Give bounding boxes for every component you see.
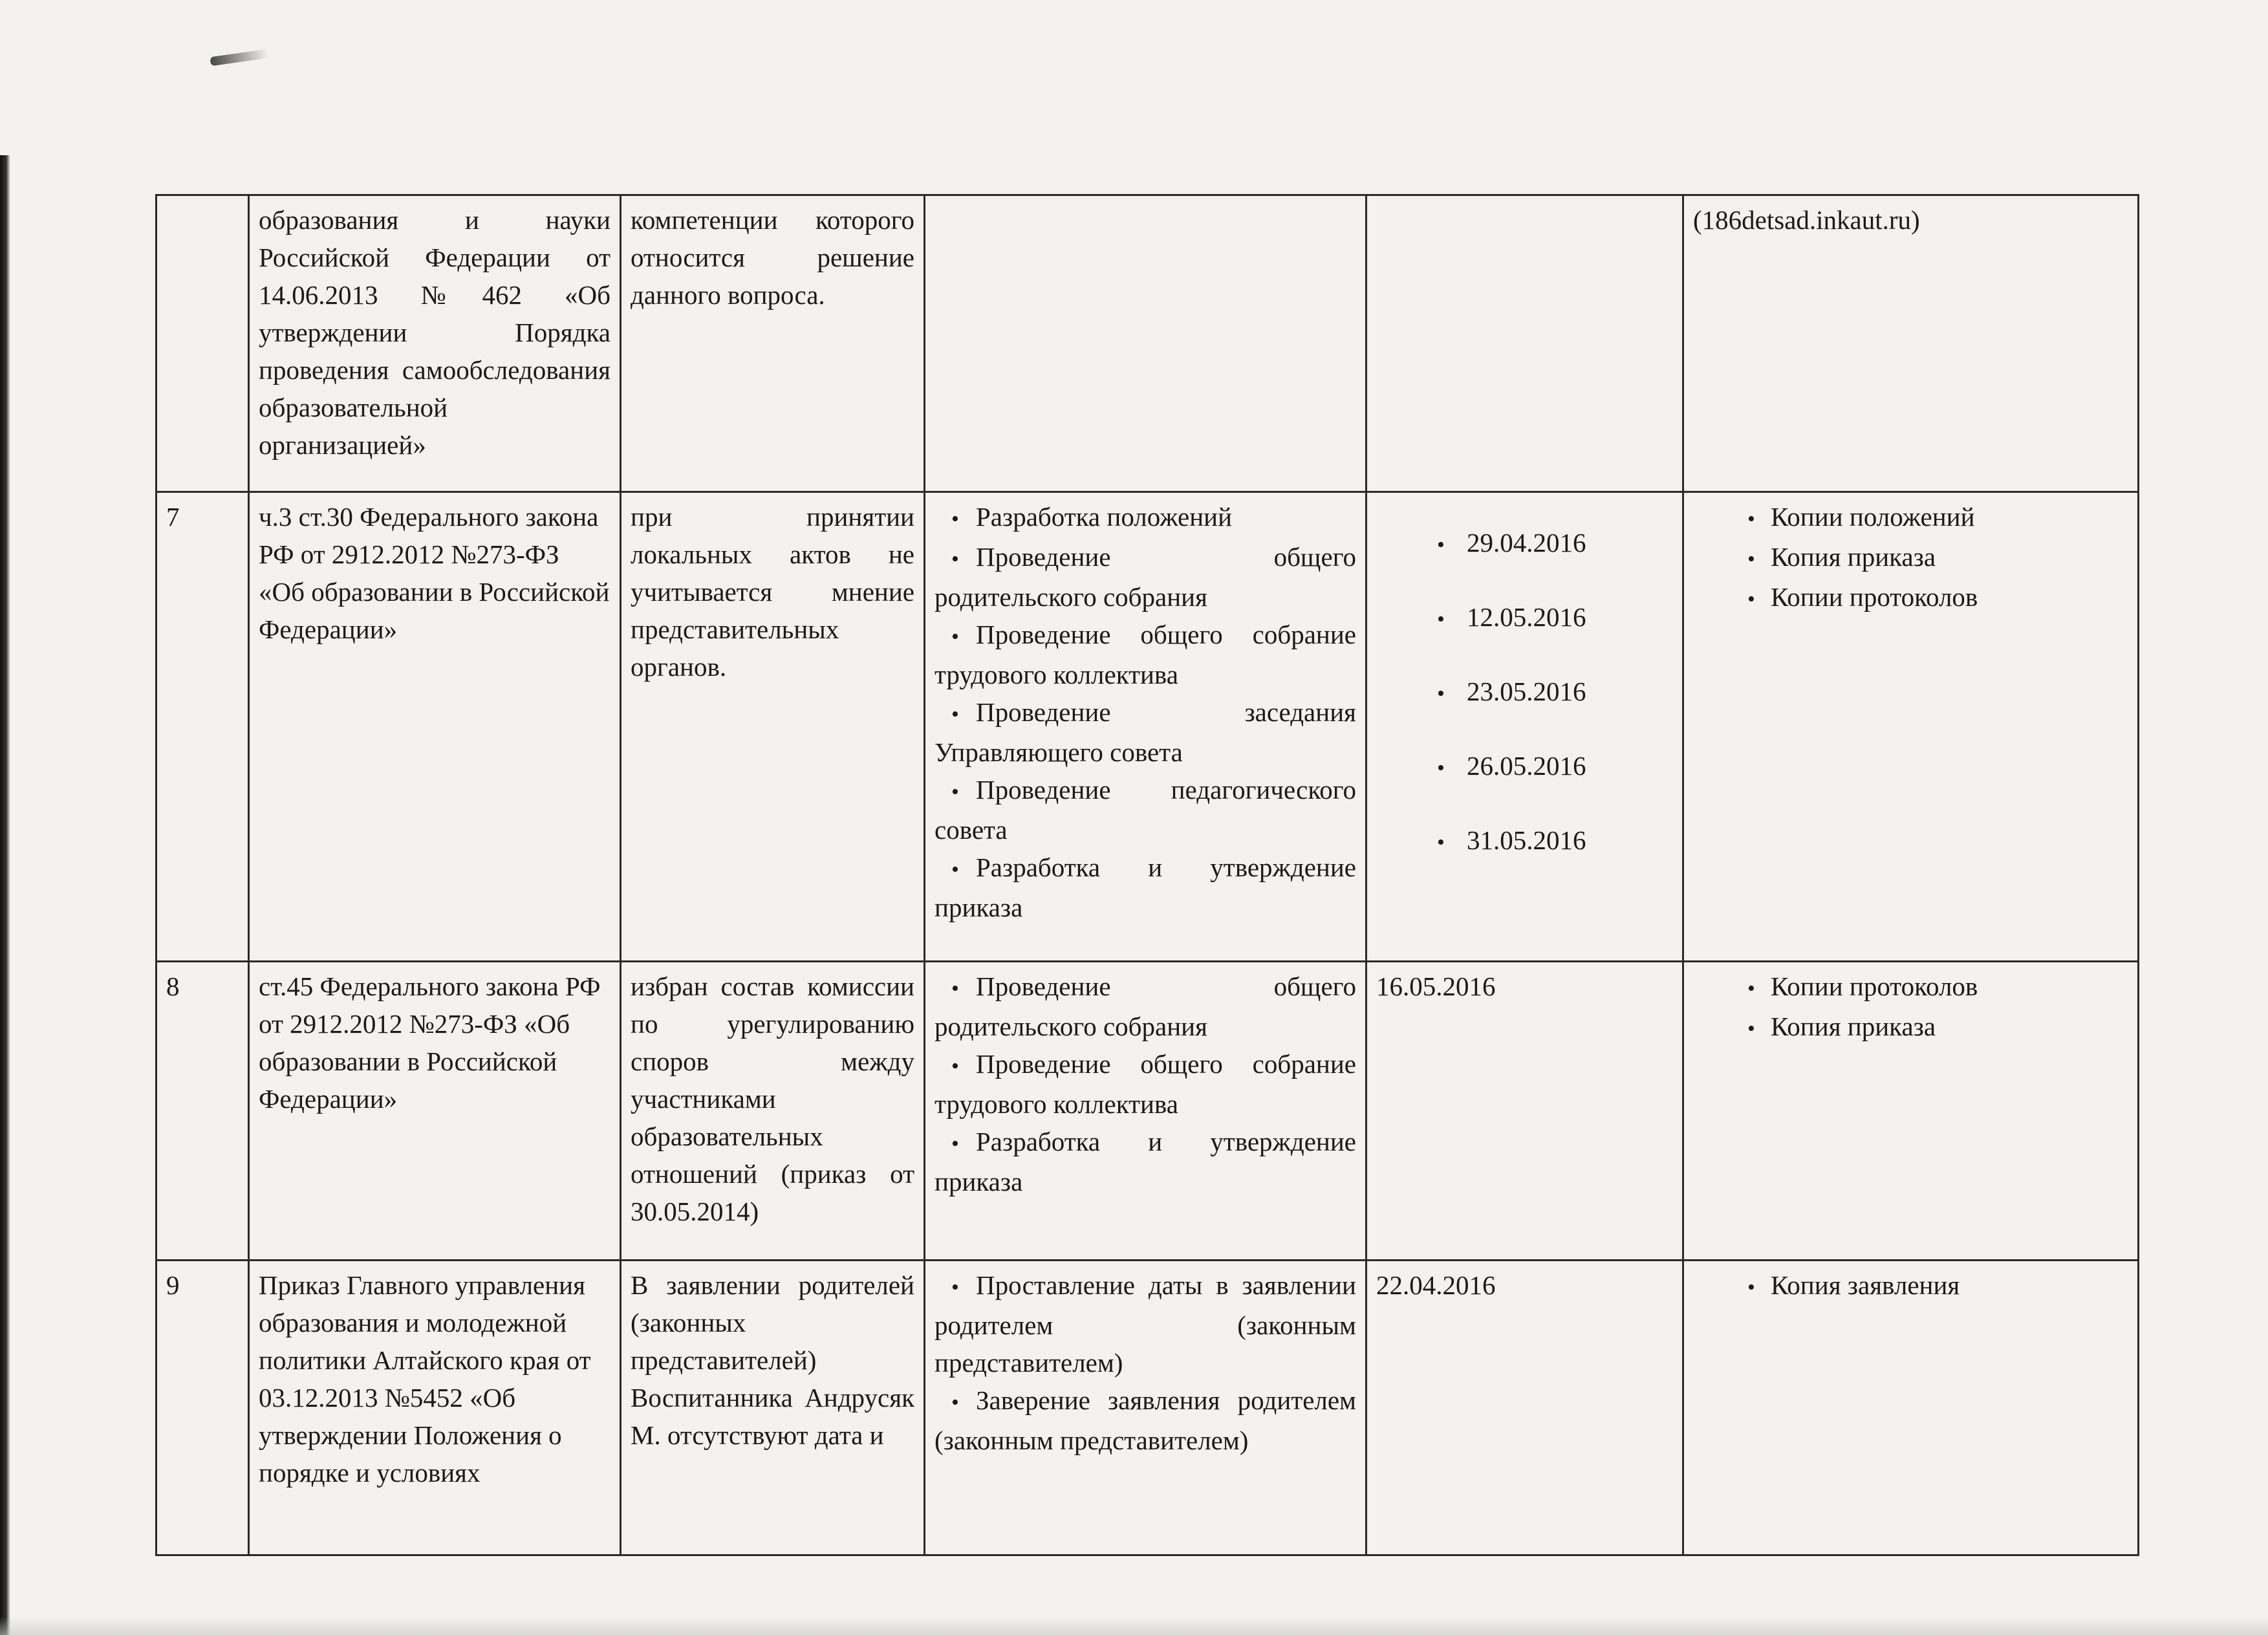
- cell-violation: при принятии локальных актов не учитывается мнение представительных органов.: [621, 492, 925, 962]
- compliance-table: [155, 194, 2139, 1556]
- scan-edge-shadow: [0, 155, 10, 1635]
- cell-measures: [925, 962, 1366, 1261]
- list-item: • Разработка и утверждение приказа: [934, 849, 1356, 926]
- cell-dates: 22.04.2016: [1366, 1261, 1683, 1555]
- cell-basis: ч.3 ст.30 Федерального закона РФ от 2912.2012 №273-ФЗ «Об образовании в Российской Федерации»: [249, 492, 621, 962]
- document-item: • Копия приказа: [1732, 1008, 2128, 1048]
- list-item: • Разработка положений: [934, 498, 1356, 538]
- date-item: • 12.05.2016: [1376, 598, 1673, 638]
- list-item: • Проведение общего собрание трудового коллектива: [934, 616, 1356, 693]
- table-row: [157, 195, 2139, 492]
- date-item: • 26.05.2016: [1376, 747, 1673, 787]
- scan-artifact-mark: [210, 49, 268, 66]
- document-item: • Копии протоколов: [1732, 968, 2128, 1008]
- scan-bottom-edge: [0, 1617, 2268, 1635]
- cell-dates: [1366, 195, 1683, 492]
- document-item: • Копии положений: [1732, 498, 2128, 538]
- date-item: • 23.05.2016: [1376, 673, 1673, 713]
- cell-dates: [1366, 492, 1683, 962]
- cell-basis: образования и науки Российской Федерации от 14.06.2013 №462 «Об утверждении Порядка проведения самообследования образовательной организацией»: [249, 195, 621, 492]
- table-row: [157, 962, 2139, 1261]
- cell-documents: [1683, 1261, 2139, 1555]
- list-item: • Заверение заявления родителем (законным представителем): [934, 1381, 1356, 1459]
- cell-num: [157, 195, 249, 492]
- list-item: • Разработка и утверждение приказа: [934, 1123, 1356, 1200]
- table-row: [157, 492, 2139, 962]
- date-item: • 31.05.2016: [1376, 821, 1673, 861]
- list-item: • Проведение заседания Управляющего совета: [934, 693, 1356, 771]
- cell-num: 9: [157, 1261, 249, 1555]
- cell-measures: [925, 1261, 1366, 1555]
- cell-documents: [1683, 492, 2139, 962]
- document-item: • Копия заявления: [1732, 1266, 2128, 1306]
- cell-documents: (186detsad.inkaut.ru): [1683, 195, 2139, 492]
- cell-measures: [925, 195, 1366, 492]
- cell-num: 7: [157, 492, 249, 962]
- document-item: • Копия приказа: [1732, 538, 2128, 578]
- cell-documents: [1683, 962, 2139, 1261]
- date-item: • 29.04.2016: [1376, 524, 1673, 564]
- cell-violation: избран состав комиссии по урегулированию споров между участниками образовательных отношений (приказ от 30.05.2014): [621, 962, 925, 1261]
- cell-num: 8: [157, 962, 249, 1261]
- list-item: • Проставление даты в заявлении родителем (законным представителем): [934, 1266, 1356, 1381]
- cell-dates: 16.05.2016: [1366, 962, 1683, 1261]
- document-item: • Копии протоколов: [1732, 578, 2128, 618]
- list-item: • Проведение педагогического совета: [934, 771, 1356, 849]
- list-item: • Проведение общего родительского собрания: [934, 538, 1356, 616]
- table-row: [157, 1261, 2139, 1555]
- cell-basis: Приказ Главного управления образования и молодежной политики Алтайского края от 03.12.2013 №5452 «Об утверждении Положения о порядке и условиях: [249, 1261, 621, 1555]
- cell-violation: В заявлении родителей (законных представителей) Воспитанника Андрусяк М. отсутствуют дата и: [621, 1261, 925, 1555]
- cell-violation: компетенции которого относится решение данного вопроса.: [621, 195, 925, 492]
- list-item: • Проведение общего собрание трудового коллектива: [934, 1045, 1356, 1123]
- cell-measures: [925, 492, 1366, 962]
- cell-basis: ст.45 Федерального закона РФ от 2912.2012 №273-ФЗ «Об образовании в Российской Федерации»: [249, 962, 621, 1261]
- list-item: • Проведение общего родительского собрания: [934, 968, 1356, 1045]
